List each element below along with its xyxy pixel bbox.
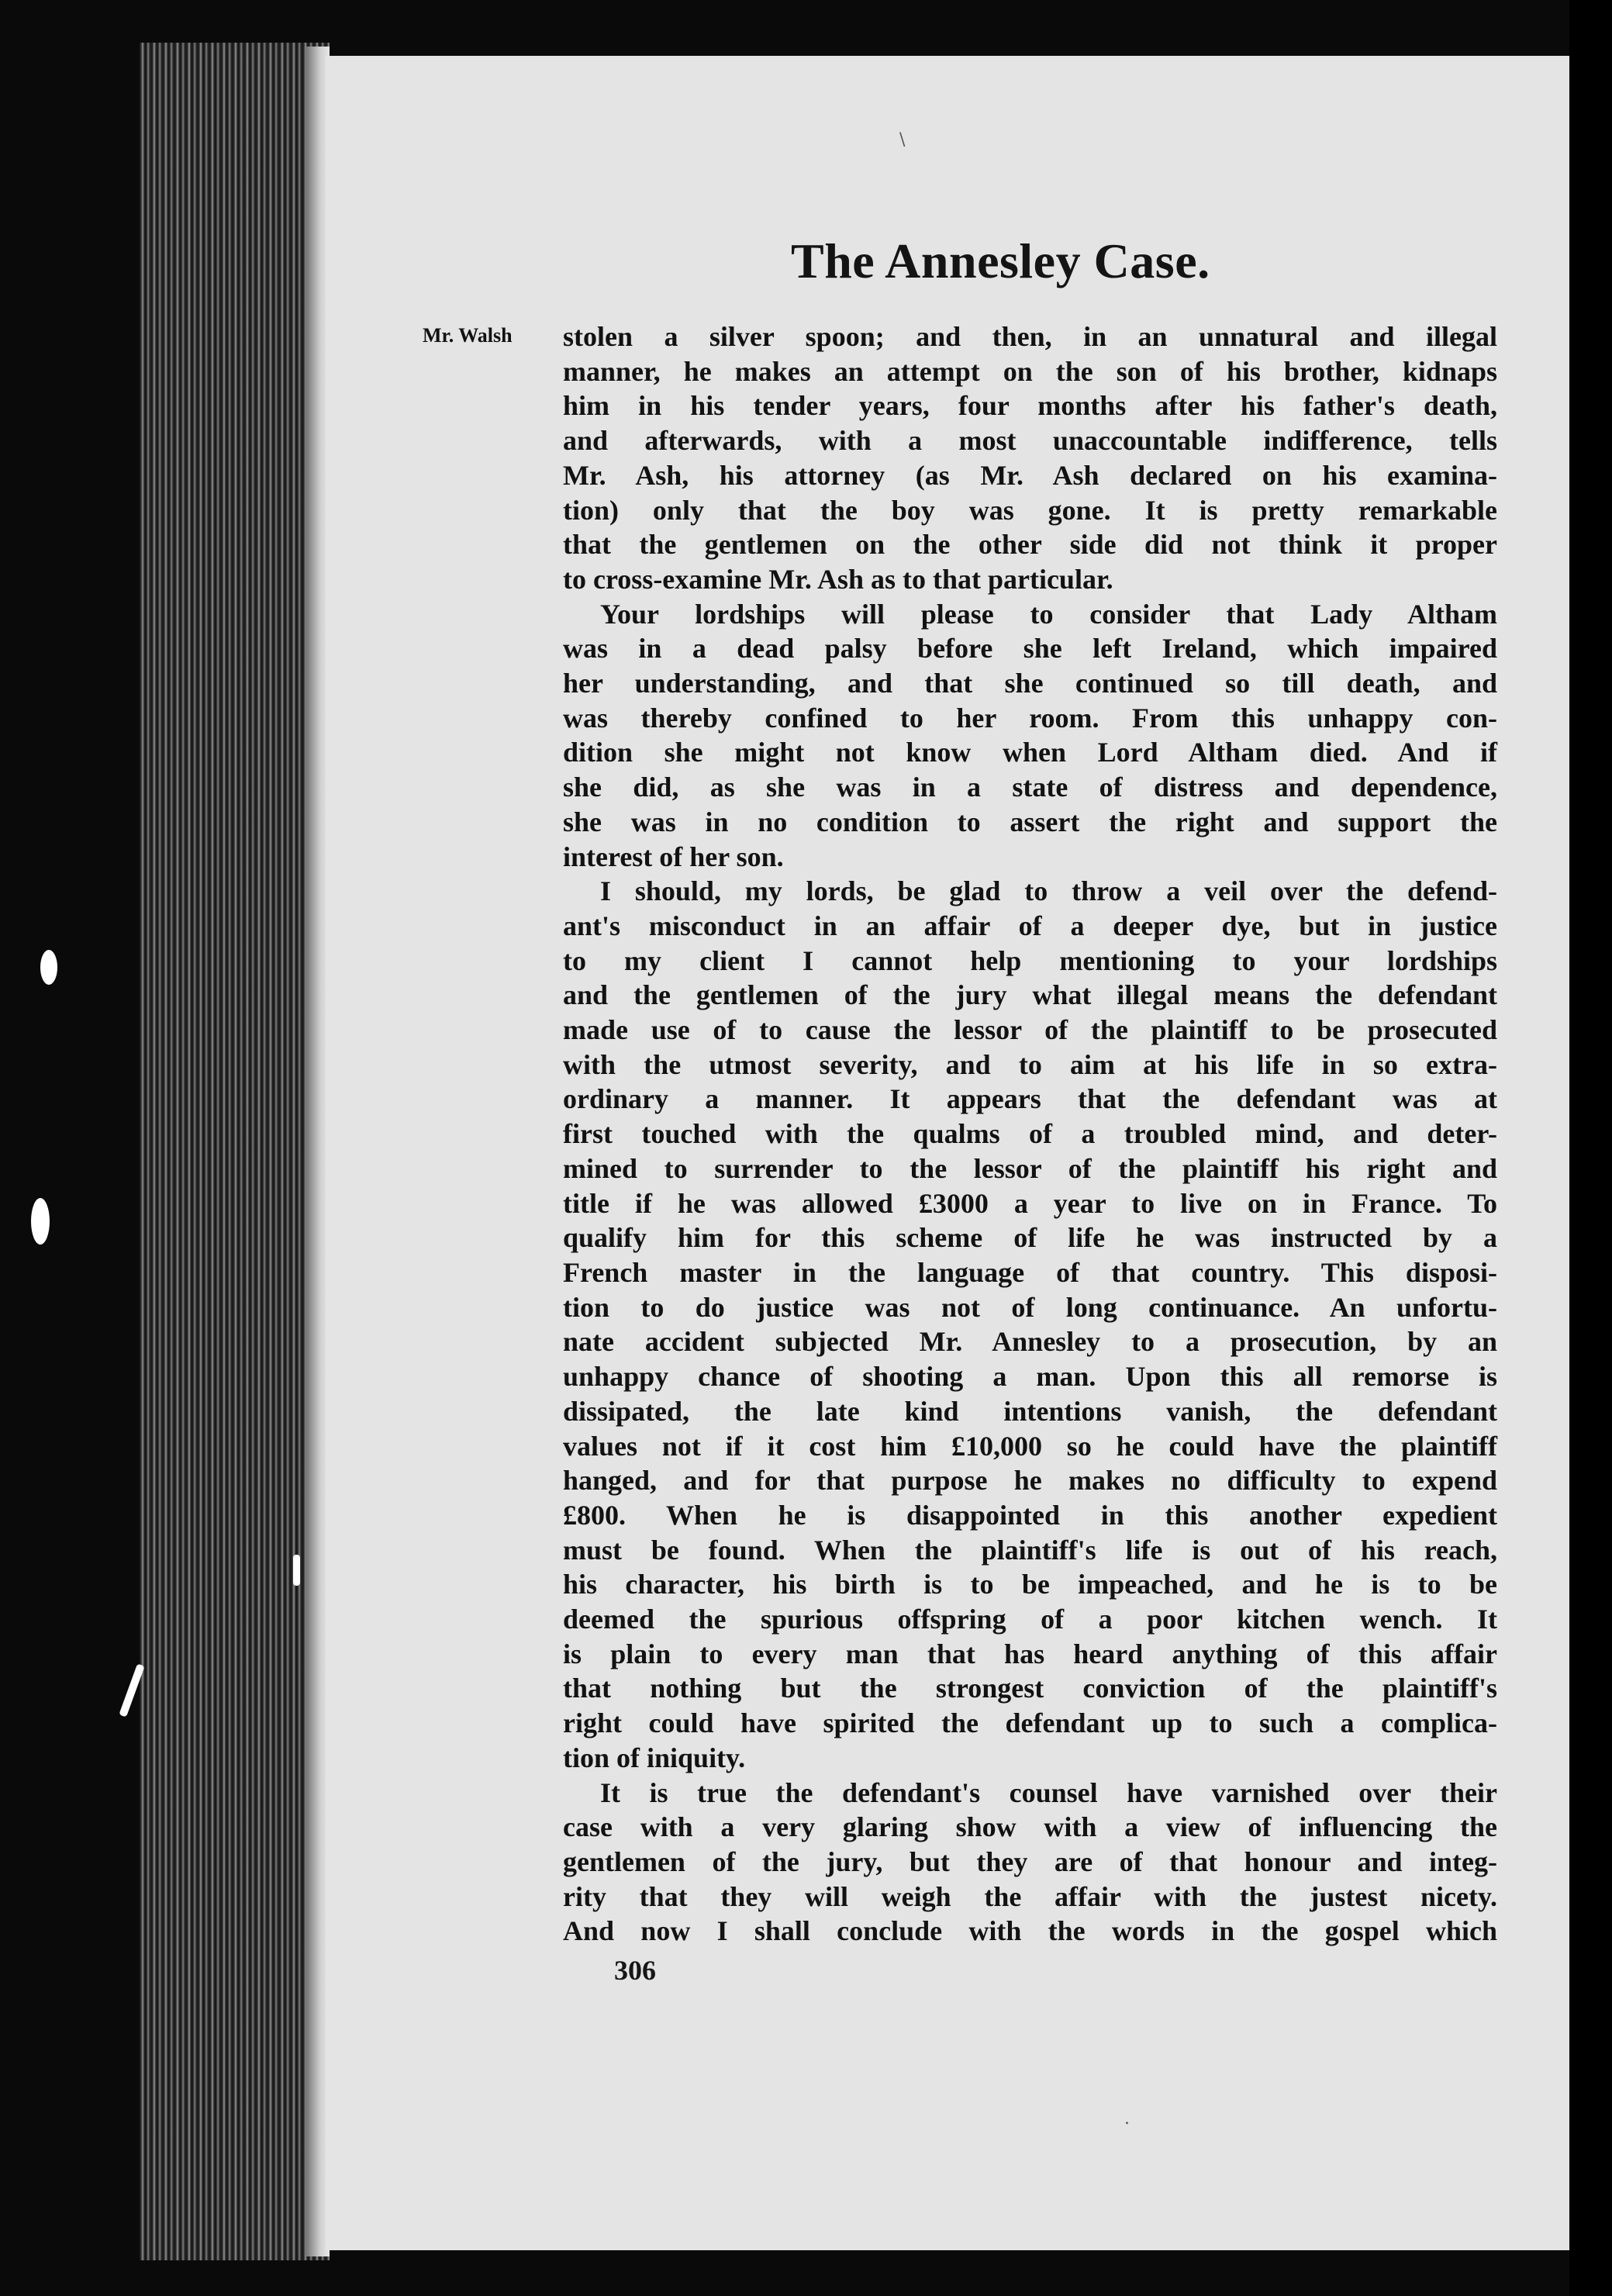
text-line: mined to surrender to the lessor of the plaintiff his right and <box>563 1152 1497 1184</box>
text-line: him in his tender years, four months after his father's death, <box>563 390 1497 422</box>
text-line: his character, his birth is to be impeached, and he is to be <box>563 1569 1497 1600</box>
text-line: she did, as she was in a state of distress and dependence, <box>563 772 1497 803</box>
text-line: gentlemen of the jury, but they are of that honour and integ- <box>563 1845 1497 1877</box>
text-line: to cross-examine Mr. Ash as to that particular. <box>563 563 1113 595</box>
text-line: that nothing but the strongest conviction of the plaintiff's <box>563 1673 1497 1704</box>
film-blemish <box>293 1555 300 1586</box>
text-line: right could have spirited the defendant up to such a complica- <box>563 1707 1497 1739</box>
text-line: £800. When he is disappointed in this another expedient <box>563 1499 1497 1531</box>
text-line: and afterwards, with a most unaccountable indifference, tells <box>563 425 1497 457</box>
page-speck: . <box>1124 2109 1130 2129</box>
text-line: was thereby confined to her room. From this unhappy con- <box>563 702 1497 734</box>
text-line: is plain to every man that has heard anything of this affair <box>563 1638 1497 1669</box>
text-line: first touched with the qualms of a troubled mind, and deter- <box>563 1118 1497 1150</box>
text-line: tion to do justice was not of long continuance. An unfortu- <box>563 1291 1497 1323</box>
text-line: qualify him for this scheme of life he was instructed by a <box>563 1222 1497 1254</box>
text-line: values not if it cost him £10,000 so he could have the plaintiff <box>563 1430 1497 1462</box>
text-line: to my client I cannot help mentioning to your lordships <box>563 944 1497 976</box>
text-line: manner, he makes an attempt on the son of his brother, kidnaps <box>563 355 1497 387</box>
text-line: rity that they will weigh the affair with the justest nicety. <box>563 1880 1497 1912</box>
text-line: that the gentlemen on the other side did not think it proper <box>563 529 1497 561</box>
text-line: and the gentlemen of the jury what illegal means the defendant <box>563 979 1497 1011</box>
text-line: title if he was allowed £3000 a year to live on in France. To <box>563 1187 1497 1219</box>
body-text <box>563 319 1497 1949</box>
text-line: made use of to cause the lessor of the plaintiff to be prosecuted <box>563 1014 1497 1046</box>
text-line: deemed the spurious offspring of a poor kitchen wench. It <box>563 1604 1497 1635</box>
film-blemish <box>31 1198 50 1245</box>
text-line: case with a very glaring show with a view of influencing the <box>563 1811 1497 1843</box>
text-line: hanged, and for that purpose he makes no difficulty to expend <box>563 1465 1497 1497</box>
text-line: stolen a silver spoon; and then, in an unnatural and illegal <box>563 321 1497 352</box>
text-line: must be found. When the plaintiff's life is out of his reach, <box>563 1534 1497 1566</box>
text-line: ant's misconduct in an affair of a deeper dye, but in justice <box>563 910 1497 941</box>
text-line: Your lordships will please to consider that Lady Altham <box>600 598 1497 630</box>
text-line: tion) only that the boy was gone. It is pretty remarkable <box>563 494 1497 526</box>
text-line: interest of her son. <box>563 841 784 872</box>
text-line: her understanding, and that she continued so till death, and <box>563 668 1497 699</box>
text-line: with the utmost severity, and to aim at his life in so extra- <box>563 1048 1497 1080</box>
film-border-right <box>1569 0 1612 2296</box>
text-line: tion of iniquity. <box>563 1742 746 1773</box>
text-line: It is true the defendant's counsel have varnished over their <box>600 1776 1497 1808</box>
text-line: And now I shall conclude with the words in the gospel which <box>563 1915 1497 1947</box>
running-head: The Annesley Case. <box>791 233 1210 288</box>
speaker-sidenote: Mr. Walsh <box>423 324 513 347</box>
text-line: Mr. Ash, his attorney (as Mr. Ash declared on his examina- <box>563 459 1497 491</box>
page-speck: \ <box>899 130 906 150</box>
text-line: nate accident subjected Mr. Annesley to a prosecution, by an <box>563 1326 1497 1358</box>
page-number: 306 <box>614 1955 656 1986</box>
text-line: dition she might not know when Lord Altham died. And if <box>563 737 1497 768</box>
book-page-edges <box>140 43 330 2260</box>
text-line: I should, my lords, be glad to throw a veil over the defend- <box>600 875 1497 907</box>
text-line: French master in the language of that country. This disposi- <box>563 1256 1497 1288</box>
text-line: unhappy chance of shooting a man. Upon this all remorse is <box>563 1361 1497 1393</box>
text-line: was in a dead palsy before she left Ireland, which impaired <box>563 633 1497 665</box>
text-line: ordinary a manner. It appears that the defendant was at <box>563 1083 1497 1115</box>
text-line: she was in no condition to assert the right and support the <box>563 806 1497 837</box>
film-blemish <box>40 950 57 985</box>
text-line: dissipated, the late kind intentions vanish, the defendant <box>563 1395 1497 1427</box>
